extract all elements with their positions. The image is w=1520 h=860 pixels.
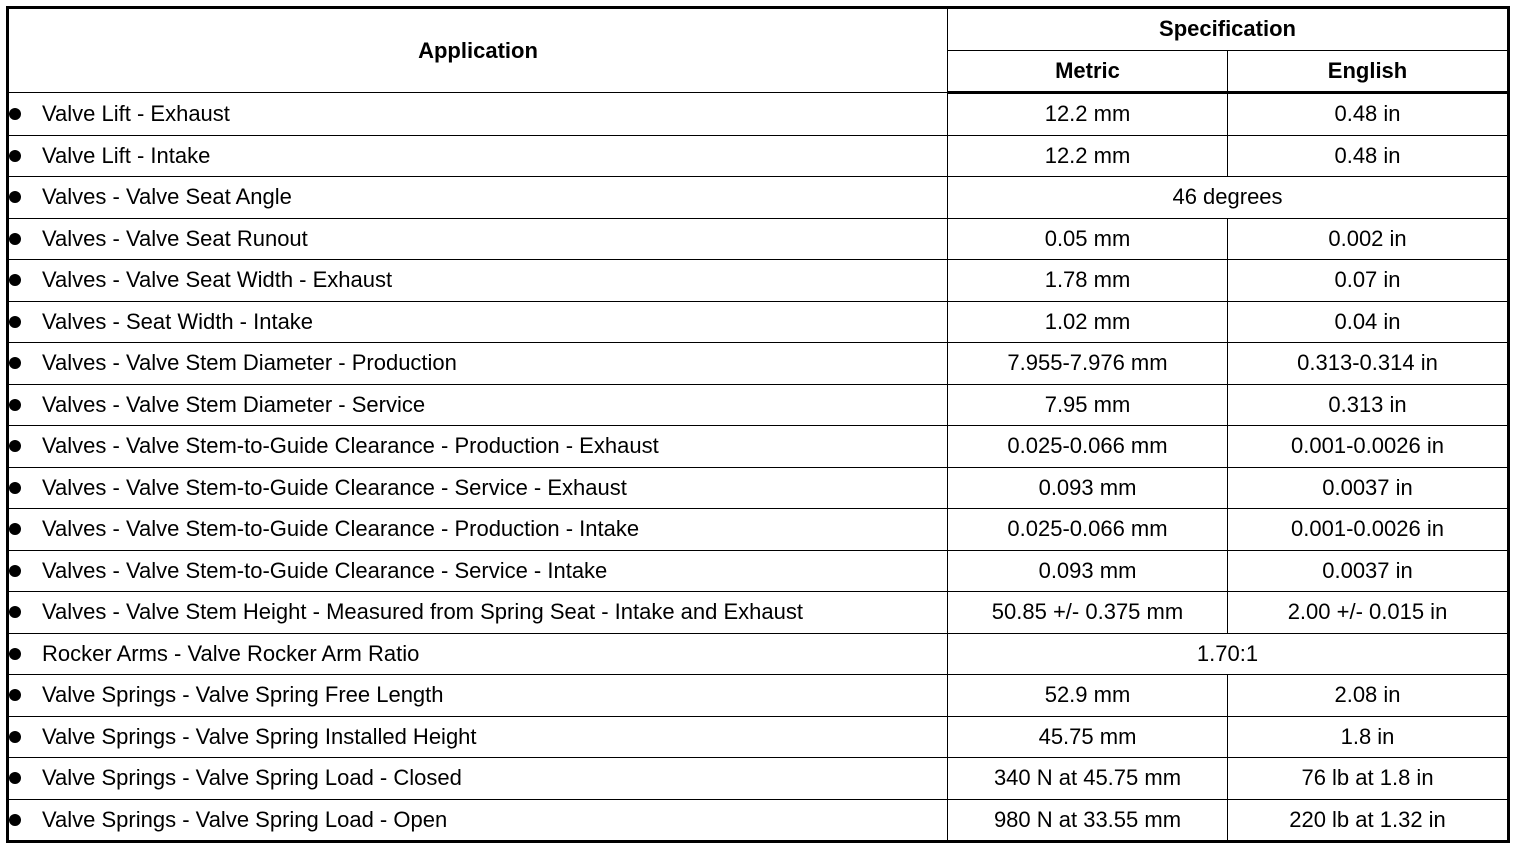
- metric-cell: 0.093 mm: [948, 550, 1228, 592]
- english-cell: 0.313-0.314 in: [1228, 343, 1509, 385]
- application-cell: [8, 799, 948, 842]
- table-row: [8, 799, 1509, 842]
- metric-cell: 0.05 mm: [948, 218, 1228, 260]
- bullet-icon: [9, 274, 21, 286]
- table-row: [8, 260, 1509, 302]
- english-cell: 1.8 in: [1228, 716, 1509, 758]
- application-label: Valve Springs - Valve Spring Load - Open: [42, 806, 448, 832]
- application-cell: [8, 633, 948, 675]
- bullet-icon: [9, 814, 21, 826]
- application-label: Valves - Valve Seat Width - Exhaust: [42, 267, 393, 293]
- english-cell: 0.04 in: [1228, 301, 1509, 343]
- bullet-icon: [9, 108, 21, 120]
- metric-cell: 340 N at 45.75 mm: [948, 758, 1228, 800]
- bullet-icon: [9, 150, 21, 162]
- bullet-icon: [9, 191, 21, 203]
- application-cell: [8, 177, 948, 219]
- application-label: Valves - Valve Stem Diameter - Service: [42, 391, 426, 417]
- bullet-icon: [9, 772, 21, 784]
- metric-cell: 0.025-0.066 mm: [948, 426, 1228, 468]
- application-label: Valves - Valve Stem-to-Guide Clearance - Service - Intake: [42, 557, 608, 583]
- application-cell: [8, 135, 948, 177]
- application-label: Valves - Valve Stem-to-Guide Clearance - Service - Exhaust: [42, 474, 627, 500]
- bullet-icon: [9, 482, 21, 494]
- metric-cell: 12.2 mm: [948, 93, 1228, 136]
- application-cell: [8, 550, 948, 592]
- english-cell: 2.00 +/- 0.015 in: [1228, 592, 1509, 634]
- metric-cell: 50.85 +/- 0.375 mm: [948, 592, 1228, 634]
- table-row: [8, 675, 1509, 717]
- application-label: Valves - Valve Stem Diameter - Production: [42, 350, 457, 376]
- english-cell: 0.001-0.0026 in: [1228, 426, 1509, 468]
- table-row: [8, 550, 1509, 592]
- table-row: [8, 592, 1509, 634]
- table-row: [8, 716, 1509, 758]
- english-cell: 0.48 in: [1228, 135, 1509, 177]
- application-label: Rocker Arms - Valve Rocker Arm Ratio: [42, 640, 420, 666]
- metric-cell: 1.78 mm: [948, 260, 1228, 302]
- specification-table-body: [8, 93, 1509, 842]
- bullet-icon: [9, 399, 21, 411]
- application-label: Valve Springs - Valve Spring Load - Closed: [42, 765, 462, 791]
- application-label: Valve Lift - Exhaust: [42, 100, 230, 126]
- table-row: [8, 467, 1509, 509]
- bullet-icon: [9, 523, 21, 535]
- bullet-icon: [9, 440, 21, 452]
- combined-spec-cell: 46 degrees: [948, 177, 1509, 219]
- metric-cell: 45.75 mm: [948, 716, 1228, 758]
- application-label: Valve Lift - Intake: [42, 142, 211, 168]
- application-column-header: Application: [8, 8, 948, 93]
- metric-cell: 0.093 mm: [948, 467, 1228, 509]
- application-cell: [8, 509, 948, 551]
- metric-cell: 12.2 mm: [948, 135, 1228, 177]
- metric-cell: 0.025-0.066 mm: [948, 509, 1228, 551]
- english-cell: 2.08 in: [1228, 675, 1509, 717]
- table-row: [8, 301, 1509, 343]
- application-cell: [8, 675, 948, 717]
- metric-cell: 52.9 mm: [948, 675, 1228, 717]
- application-cell: [8, 93, 948, 136]
- application-cell: [8, 426, 948, 468]
- application-cell: [8, 467, 948, 509]
- table-row: [8, 384, 1509, 426]
- english-cell: 0.001-0.0026 in: [1228, 509, 1509, 551]
- bullet-icon: [9, 606, 21, 618]
- application-cell: [8, 343, 948, 385]
- table-row: [8, 93, 1509, 136]
- table-row: [8, 135, 1509, 177]
- application-label: Valves - Valve Seat Angle: [42, 184, 292, 210]
- metric-cell: 1.02 mm: [948, 301, 1228, 343]
- table-row: [8, 633, 1509, 675]
- application-label: Valves - Seat Width - Intake: [42, 308, 314, 334]
- english-cell: 0.0037 in: [1228, 467, 1509, 509]
- table-row: [8, 177, 1509, 219]
- table-row: [8, 758, 1509, 800]
- application-cell: [8, 260, 948, 302]
- application-label: Valves - Valve Stem-to-Guide Clearance - Production - Intake: [42, 516, 640, 542]
- specification-group-header: Specification: [948, 8, 1509, 51]
- english-cell: 0.002 in: [1228, 218, 1509, 260]
- english-cell: 0.313 in: [1228, 384, 1509, 426]
- application-cell: [8, 716, 948, 758]
- table-row: [8, 218, 1509, 260]
- application-cell: [8, 592, 948, 634]
- table-row: [8, 426, 1509, 468]
- english-cell: 220 lb at 1.32 in: [1228, 799, 1509, 842]
- application-label: Valve Springs - Valve Spring Installed Height: [42, 723, 477, 749]
- table-row: [8, 509, 1509, 551]
- bullet-icon: [9, 233, 21, 245]
- english-cell: 76 lb at 1.8 in: [1228, 758, 1509, 800]
- application-cell: [8, 384, 948, 426]
- application-cell: [8, 218, 948, 260]
- application-label: Valves - Valve Seat Runout: [42, 225, 308, 251]
- bullet-icon: [9, 689, 21, 701]
- metric-cell: 980 N at 33.55 mm: [948, 799, 1228, 842]
- application-label: Valves - Valve Stem-to-Guide Clearance - Production - Exhaust: [42, 433, 659, 459]
- application-label: Valve Springs - Valve Spring Free Length: [42, 682, 444, 708]
- bullet-icon: [9, 316, 21, 328]
- combined-spec-cell: 1.70:1: [948, 633, 1509, 675]
- table-row: [8, 343, 1509, 385]
- application-cell: [8, 758, 948, 800]
- application-label: Valves - Valve Stem Height - Measured from Spring Seat - Intake and Exhaust: [42, 599, 803, 625]
- english-cell: 0.48 in: [1228, 93, 1509, 136]
- application-cell: [8, 301, 948, 343]
- english-column-header: English: [1228, 50, 1509, 93]
- english-cell: 0.07 in: [1228, 260, 1509, 302]
- bullet-icon: [9, 357, 21, 369]
- metric-cell: 7.95 mm: [948, 384, 1228, 426]
- metric-cell: 7.955-7.976 mm: [948, 343, 1228, 385]
- bullet-icon: [9, 731, 21, 743]
- english-cell: 0.0037 in: [1228, 550, 1509, 592]
- specification-table: [6, 6, 1510, 843]
- bullet-icon: [9, 565, 21, 577]
- metric-column-header: Metric: [948, 50, 1228, 93]
- bullet-icon: [9, 648, 21, 660]
